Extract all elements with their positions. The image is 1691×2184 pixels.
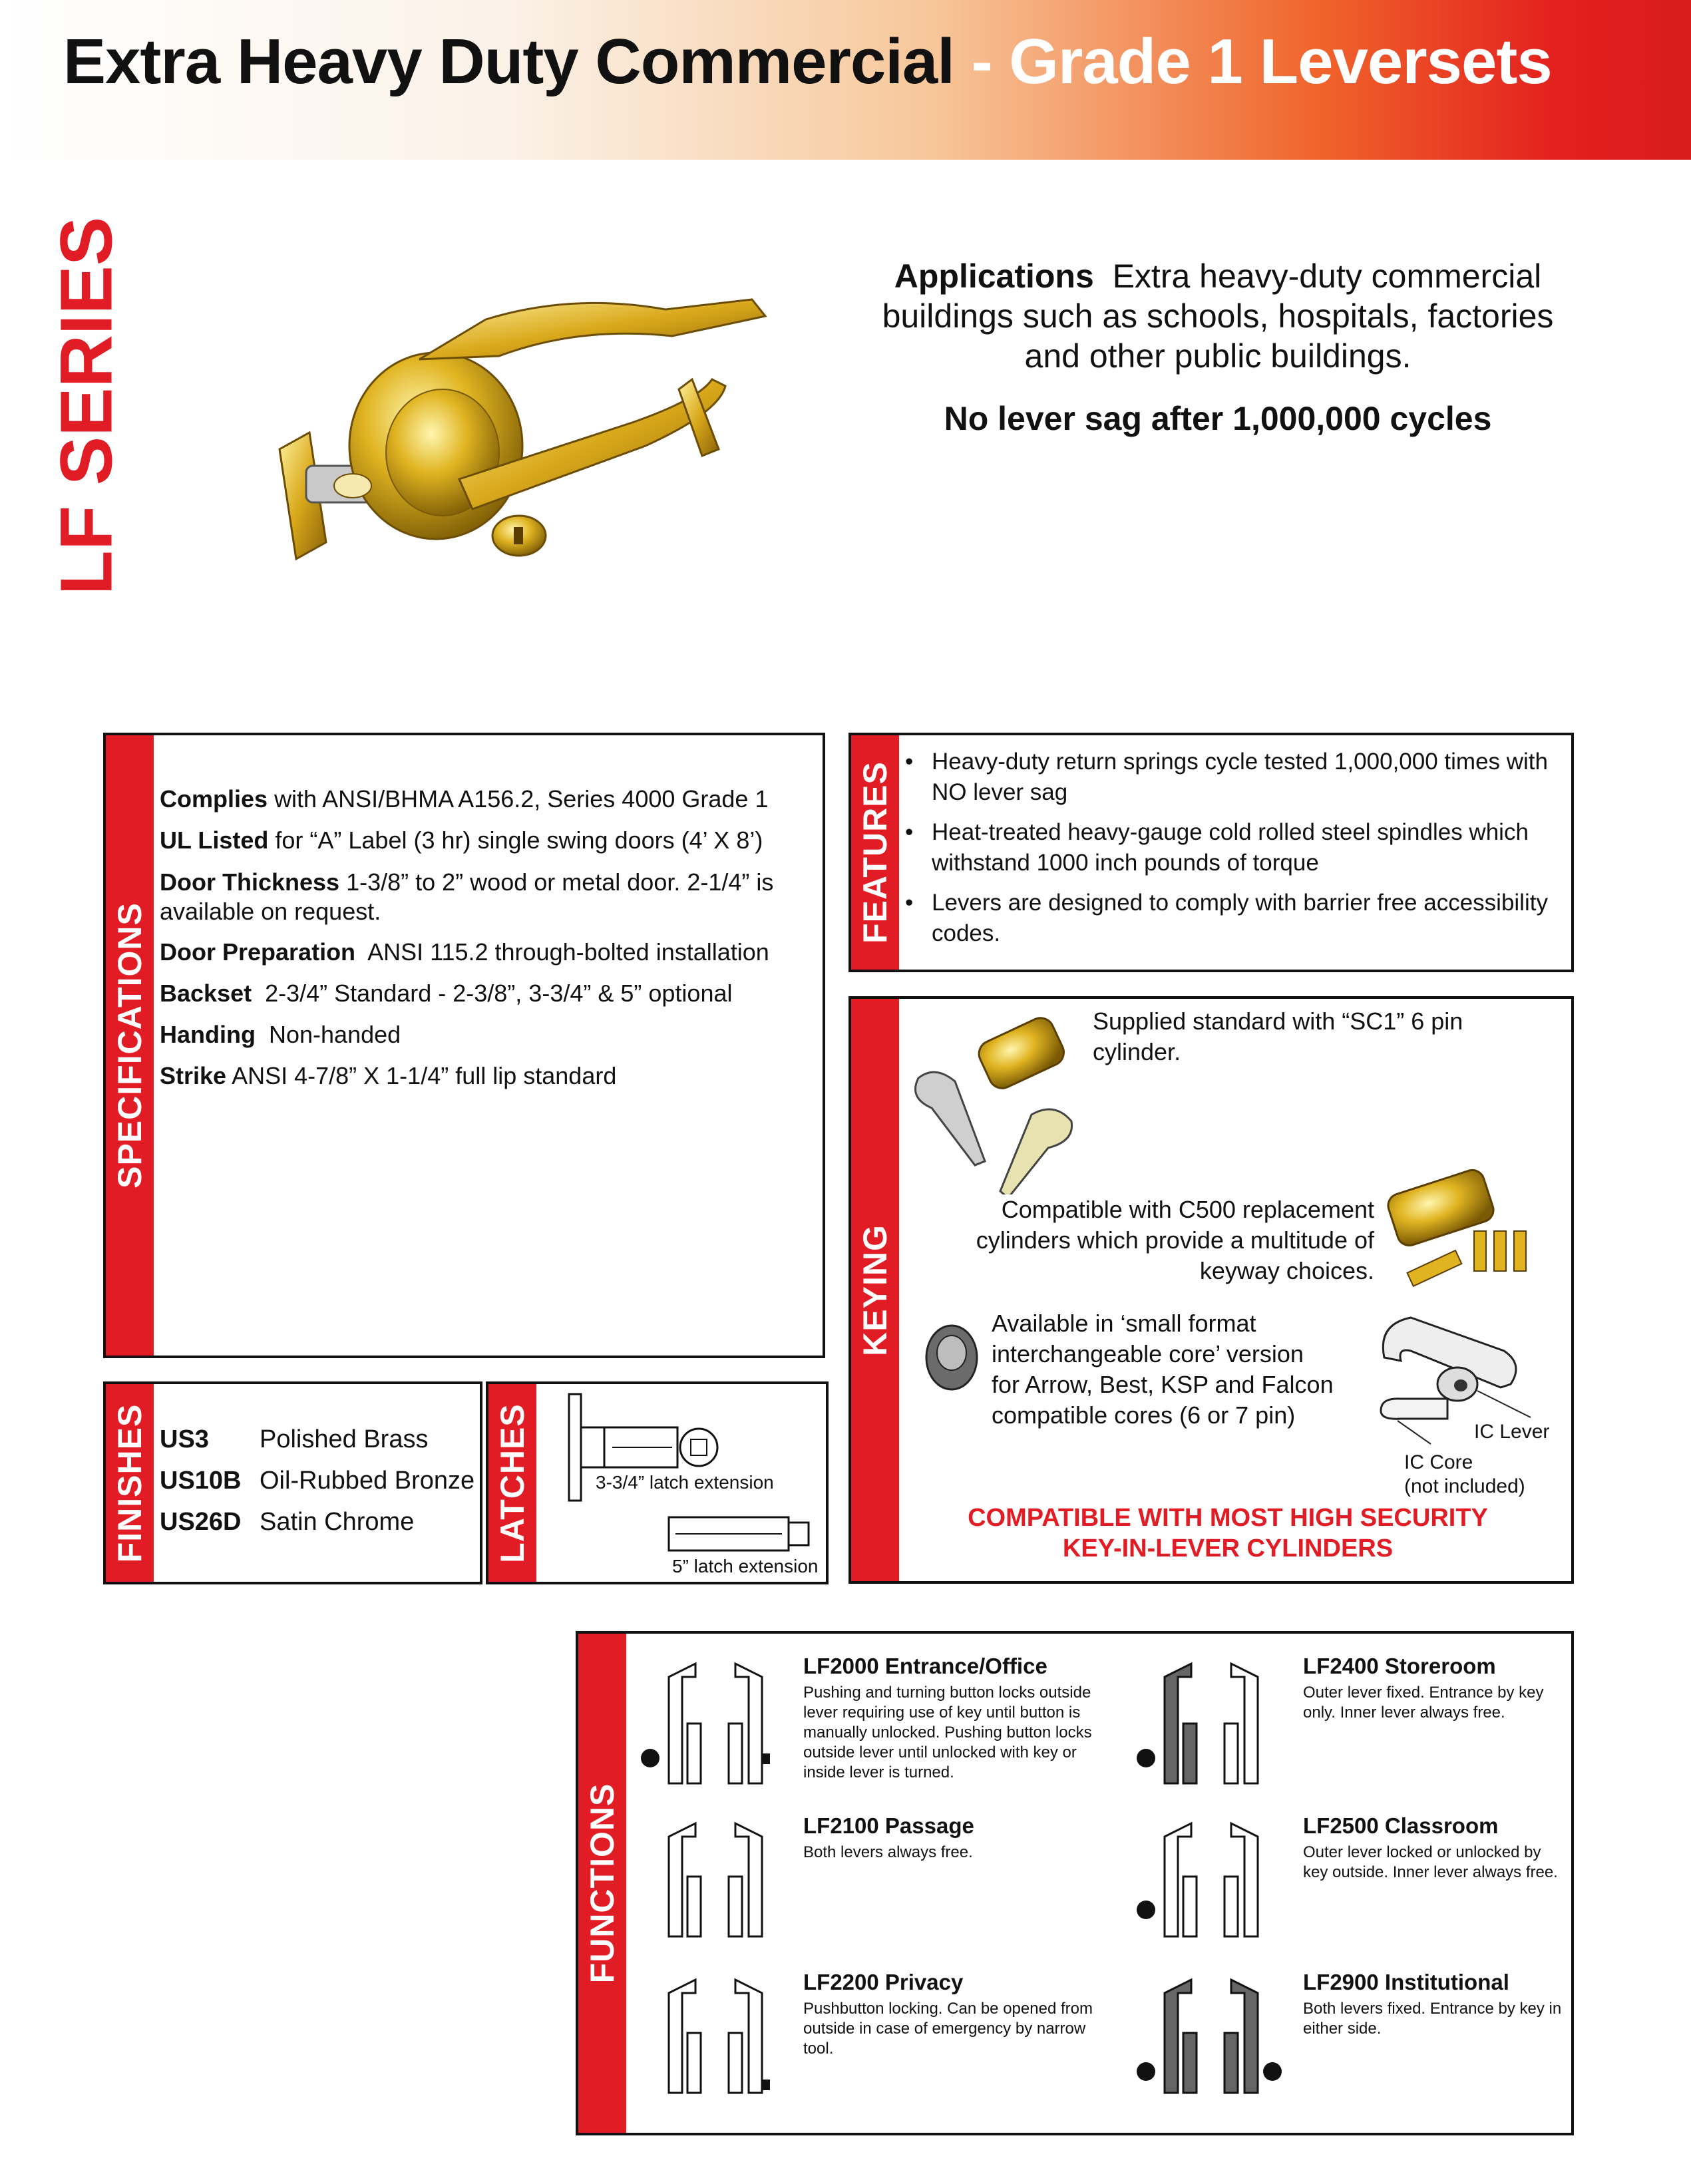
keys-cylinder-image	[905, 1001, 1091, 1194]
spec-strike	[160, 1055, 819, 1097]
title-right: - Grade 1 Leversets	[971, 26, 1552, 97]
function-title: LF2200 Privacy	[803, 1970, 964, 1994]
spec-label: Handing	[160, 1021, 256, 1048]
feature-item: • Heavy-duty return springs cycle tested 1,000,000 times with NO lever sag	[905, 747, 1557, 808]
lf2900-diagram	[1131, 1966, 1304, 2106]
finish-row	[160, 1467, 474, 1495]
function-desc: Both levers fixed. Entrance by key in either side.	[1303, 2000, 1562, 2038]
spec-value: 1-3/8” to 2” wood or metal door. 2-1/4” is available on request.	[160, 868, 774, 925]
lf2200-diagram	[636, 1966, 795, 2106]
finish-name: Oil-Rubbed Bronze	[260, 1467, 475, 1495]
function-lf2400	[1303, 1654, 1563, 1723]
series-label-text: LF SERIES	[45, 216, 128, 596]
keying-tab-label: KEYING	[856, 1224, 894, 1356]
function-desc: Pushing and turning button locks outside lever requiring use of key until button is manually unlocked. Pushing button locks outside lever until unlocked with key or inside lever is turned.	[803, 1684, 1092, 1781]
finish-name: Polished Brass	[260, 1425, 429, 1453]
keying-sfic-text: Available in ‘small format interchangeable core’ version for Arrow, Best, KSP and Falcon compatible cores (6 or 7 pin)	[992, 1310, 1334, 1429]
spec-door-thickness	[160, 868, 819, 926]
finishes-tab-label: FINISHES	[111, 1403, 148, 1562]
specifications-list	[160, 779, 819, 1097]
function-lf2900	[1303, 1970, 1563, 2039]
keying-tab	[851, 999, 899, 1581]
function-lf2500	[1303, 1813, 1563, 1883]
latch-ext-2-label: 5” latch extension	[672, 1556, 819, 1576]
spec-complies	[160, 779, 819, 820]
function-desc: Outer lever fixed. Entrance by key only. Inner lever always free.	[1303, 1684, 1544, 1722]
ic-lever-label: IC Lever	[1474, 1421, 1550, 1443]
sfic-core-image	[915, 1321, 988, 1407]
spec-value: ANSI 115.2 through-bolted installation	[367, 938, 769, 966]
feature-item: • Levers are designed to comply with barrier free accessibility codes.	[905, 888, 1557, 949]
spec-value: for “A” Label (3 hr) single swing doors (4’ X 8’)	[275, 826, 763, 854]
spec-door-preparation	[160, 932, 819, 973]
function-desc: Outer lever locked or unlocked by key outside. Inner lever always free.	[1303, 1843, 1558, 1881]
spec-label: Door Thickness	[160, 868, 340, 896]
spec-ul-listed	[160, 820, 819, 861]
lf2400-diagram	[1131, 1650, 1291, 1797]
lf2100-diagram	[636, 1810, 795, 1950]
c500-cylinder-image	[1381, 1168, 1541, 1301]
spec-value: with ANSI/BHMA A156.2, Series 4000 Grade 1	[274, 785, 769, 813]
functions-tab	[578, 1634, 626, 2133]
function-desc: Both levers always free.	[803, 1843, 973, 1861]
spec-label: UL Listed	[160, 826, 269, 854]
function-title: LF2900 Institutional	[1303, 1970, 1509, 1994]
latch-ext-1-label: 3-3/4” latch extension	[596, 1472, 774, 1493]
finish-code: US10B	[160, 1467, 242, 1495]
finishes-tab	[106, 1384, 154, 1582]
spec-label: Door Preparation	[160, 938, 356, 966]
finish-row	[160, 1508, 414, 1537]
function-desc: Pushbutton locking. Can be opened from outside in case of emergency by narrow tool.	[803, 2000, 1093, 2058]
spec-label: Complies	[160, 785, 268, 813]
lf2000-diagram	[636, 1650, 795, 1797]
features-list	[905, 747, 1557, 958]
specifications-tab	[106, 735, 154, 1356]
latch-5-image	[662, 1511, 822, 1557]
compatibility-banner	[918, 1503, 1537, 1564]
features-tab	[851, 735, 899, 970]
latches-tab	[488, 1384, 536, 1582]
title-left: Extra Heavy Duty Commercial	[63, 26, 954, 97]
ic-core-text: IC Core	[1404, 1451, 1473, 1473]
function-lf2200	[803, 1970, 1096, 2059]
finish-code: US3	[160, 1425, 209, 1453]
keying-standard-text: Supplied standard with “SC1” 6 pin cylinder.	[1093, 1007, 1463, 1065]
spec-label: Backset	[160, 980, 252, 1007]
feature-item: • Heat-treated heavy-gauge cold rolled steel spindles which withstand 1000 inch pounds of torque	[905, 817, 1557, 878]
lf2500-diagram	[1131, 1810, 1291, 1950]
function-title: LF2500 Classroom	[1303, 1813, 1499, 1838]
specifications-tab-label: SPECIFICATIONS	[111, 902, 148, 1188]
finish-row	[160, 1425, 428, 1454]
compat-line-1: COMPATIBLE WITH MOST HIGH SECURITY	[968, 1504, 1488, 1532]
compat-line-2: KEY-IN-LEVER CYLINDERS	[1062, 1535, 1394, 1562]
features-tab-label: FEATURES	[856, 761, 894, 944]
function-lf2100	[803, 1813, 1096, 1863]
ic-core-label	[1404, 1451, 1525, 1499]
spec-value: 2-3/4” Standard - 2-3/8”, 3-3/4” & 5” optional	[265, 980, 733, 1007]
ic-core-note: (not included)	[1404, 1475, 1525, 1497]
applications-block	[858, 256, 1577, 376]
spec-handing	[160, 1014, 819, 1055]
function-title: LF2000 Entrance/Office	[803, 1654, 1047, 1678]
finish-name: Satin Chrome	[260, 1508, 415, 1536]
spec-backset	[160, 973, 819, 1014]
spec-value: Non-handed	[269, 1021, 401, 1048]
spec-value: ANSI 4-7/8” X 1-1/4” full lip standard	[232, 1062, 617, 1089]
function-lf2000	[803, 1654, 1096, 1783]
latches-tab-label: LATCHES	[494, 1403, 531, 1563]
series-label	[40, 216, 133, 596]
page-title	[63, 25, 1552, 98]
keying-compatible-text: Compatible with C500 replacement cylinders which provide a multitude of keyway choices.	[976, 1196, 1374, 1284]
no-sag-statement: No lever sag after 1,000,000 cycles	[944, 400, 1492, 437]
functions-tab-label: FUNCTIONS	[584, 1783, 621, 1984]
leverset-product-image	[260, 279, 779, 612]
function-title: LF2400 Storeroom	[1303, 1654, 1496, 1678]
finish-code: US26D	[160, 1508, 242, 1536]
spec-label: Strike	[160, 1062, 227, 1089]
applications-label: Applications	[894, 258, 1094, 295]
applications-text: Extra heavy-duty commercial buildings such as schools, hospitals, factories and other public buildings.	[882, 258, 1554, 375]
function-title: LF2100 Passage	[803, 1813, 974, 1838]
